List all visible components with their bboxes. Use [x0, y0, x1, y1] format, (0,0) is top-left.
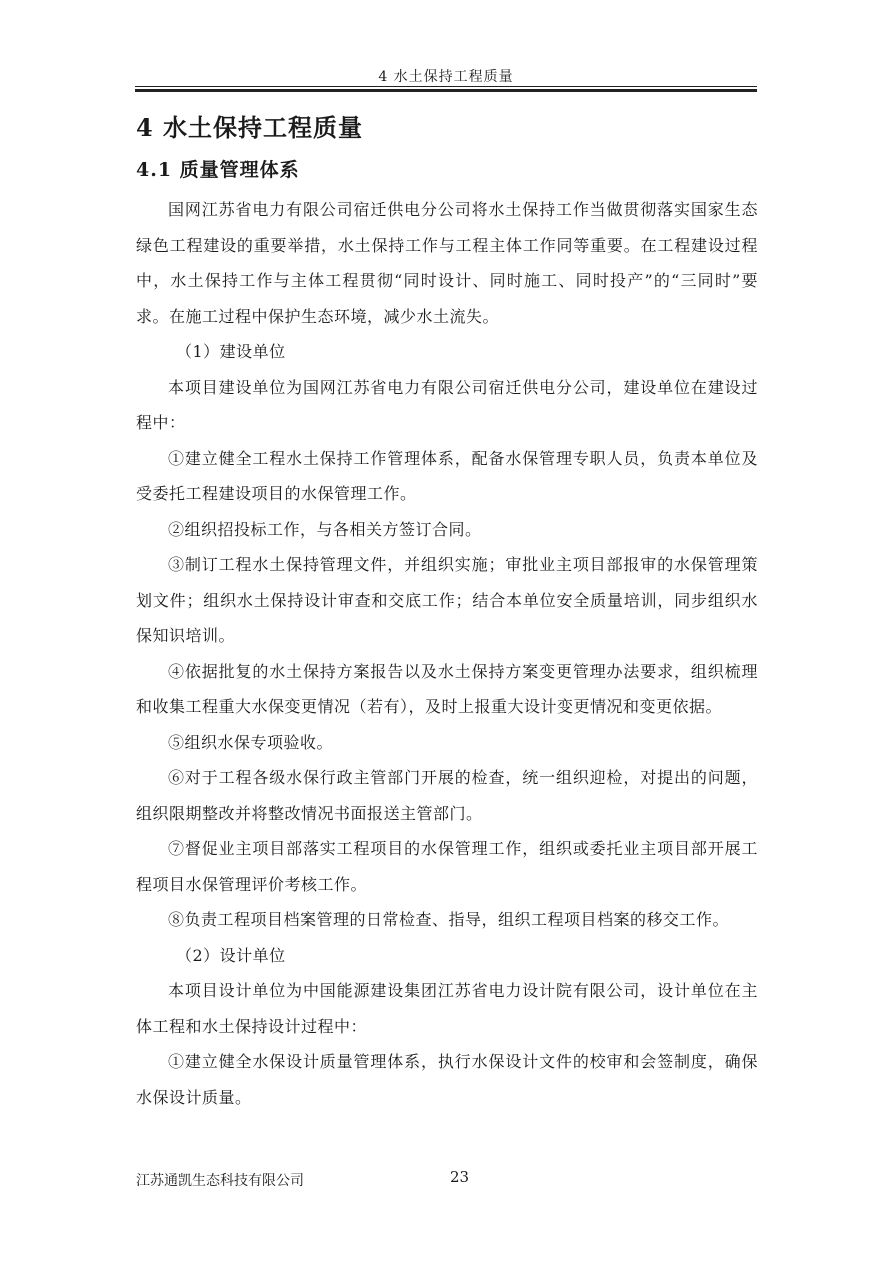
- list-item: ①建立健全工程水土保持工作管理体系，配备水保管理专职人员，负责本单位及受委托工程建设项目的水保管理工作。: [136, 448, 758, 503]
- list-item: ⑧负责工程项目档案管理的日常检查、指导，组织工程项目档案的移交工作。: [168, 910, 730, 929]
- list-item: ⑥对于工程各级水保行政主管部门开展的检查，统一组织迎检，对提出的问题，组织限期整改并将整改情况书面报送主管部门。: [136, 768, 758, 823]
- subheading-design-unit: （2）设计单位: [176, 945, 286, 965]
- running-header: 4 水土保持工程质量: [378, 69, 514, 85]
- list-item: ④依据批复的水土保持方案报告以及水土保持方案变更管理办法要求，组织梳理和收集工程重大水保变更情况（若有），及时上报重大设计变更情况和变更依据。: [136, 661, 758, 716]
- list-item: ②组织招投标工作，与各相关方签订合同。: [168, 519, 482, 539]
- body-text: [136, 192, 758, 1115]
- subheading-construction-unit: （1）建设单位: [176, 342, 286, 361]
- footer-company: 江苏通凯生态科技有限公司: [136, 1173, 304, 1189]
- list-item: ⑤组织水保专项验收。: [168, 732, 334, 752]
- header-rule-thin: [135, 86, 757, 87]
- paragraph-construction-unit: 本项目建设单位为国网江苏省电力有限公司宿迁供电分公司，建设单位在建设过程中：: [136, 377, 758, 432]
- page-number: 23: [450, 1168, 470, 1186]
- paragraph-design-unit: 本项目设计单位为中国能源建设集团江苏省电力设计院有限公司，设计单位在主体工程和水土保持设计过程中：: [136, 981, 758, 1036]
- section-title: 4.1 质量管理体系: [136, 159, 300, 181]
- header-rule-thick: [135, 89, 757, 92]
- chapter-title: 4 水土保持工程质量: [136, 113, 364, 142]
- list-item: ③制订工程水土保持管理文件，并组织实施；审批业主项目部报审的水保管理策划文件；组织水土保持设计审查和交底工作；结合本单位安全质量培训，同步组织水保知识培训。: [136, 555, 758, 645]
- paragraph-intro: 国网江苏省电力有限公司宿迁供电分公司将水土保持工作当做贯彻落实国家生态绿色工程建设的重要举措，水土保持工作与工程主体工作同等重要。在工程建设过程中，水土保持工作与主体工程贯彻“同时设计、同时施工、同时投产”的“三同时”要求。在施工过程中保护生态环境，减少水土流失。: [136, 200, 758, 326]
- list-item: ①建立健全水保设计质量管理体系，执行水保设计文件的校审和会签制度，确保水保设计质量。: [136, 1052, 758, 1107]
- list-item: ⑦督促业主项目部落实工程项目的水保管理工作，组织或委托业主项目部开展工程项目水保管理评价考核工作。: [136, 839, 758, 894]
